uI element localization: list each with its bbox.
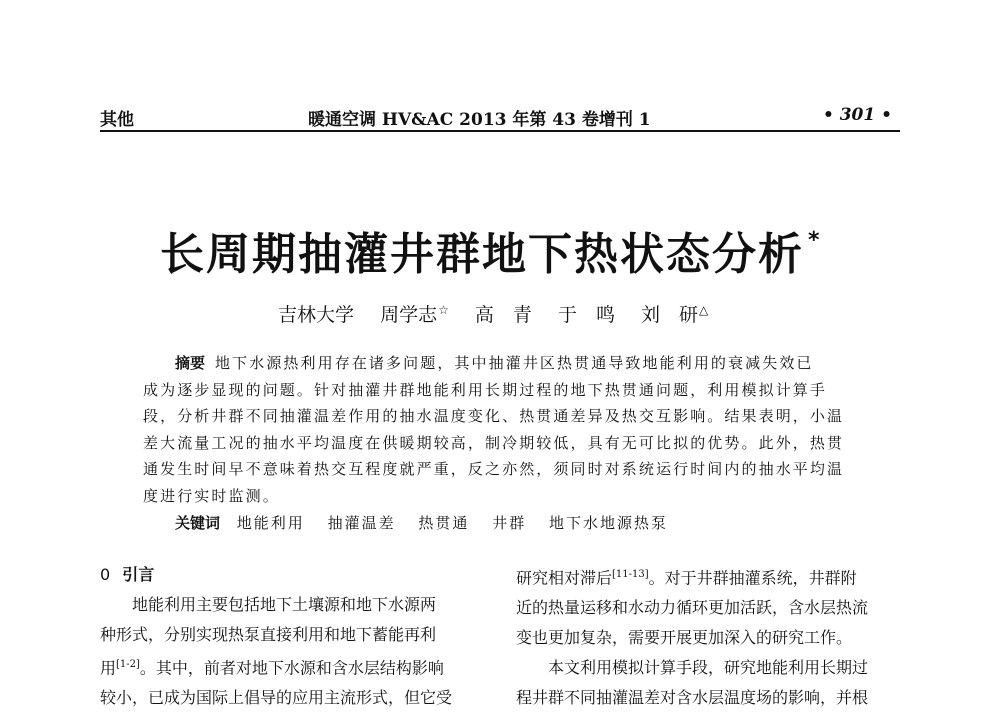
author-1-name: 周学志 <box>380 304 438 326</box>
body-line: 程井群不同抽灌温差对含水层温度场的影响，并根 <box>516 688 869 708</box>
author-3: 于 鸣 <box>557 304 615 326</box>
header-section-name: 其他 <box>100 110 134 130</box>
body-column-left <box>100 560 492 713</box>
body-text: 用 <box>100 658 117 678</box>
abstract-line: 段，分析井群不同抽灌温差作用的抽水温度变化、热贯通差异及热交互影响。结果表明，小温 <box>143 407 845 425</box>
abstract-line: 度进行实时监测。 <box>143 486 280 505</box>
author-2: 高 青 <box>474 304 532 326</box>
abstract-line: 成为逐步显现的问题。针对抽灌井群地能利用长期过程的地下热贯通问题，利用模拟计算手 <box>143 380 828 399</box>
abstract-line: 差大流量工况的抽水平均温度在供暖期较高，制冷期较低，具有无可比拟的优势。此外，热贯 <box>143 433 845 452</box>
paper-title-text: 长周期抽灌井群地下热状态分析 <box>160 229 804 280</box>
header-rule <box>100 130 900 132</box>
body-line: 种形式，分别实现热泵直接利用和地下蓄能再利 <box>100 625 437 644</box>
keyword: 井群 <box>492 514 527 532</box>
header-page-number: • 301 • <box>822 105 892 125</box>
body-line <box>516 560 904 593</box>
keyword: 地下水地源热泵 <box>548 514 668 532</box>
author-4-name: 刘 研 <box>641 304 699 326</box>
citation: [1-2] <box>116 659 140 670</box>
author-4 <box>641 304 708 326</box>
author-1-mark: ☆ <box>438 302 449 317</box>
body-line: 变也更加复杂，需要开展更加深入的研究工作。 <box>516 628 853 648</box>
title-footnote-mark: * <box>808 228 822 254</box>
paper-title <box>160 218 860 282</box>
abstract <box>143 350 861 509</box>
body-line: 地能利用主要包括地下土壤源和地下水源两 <box>132 595 437 614</box>
body-line: 较小，已成为国际上倡导的应用主流形式，但它受 <box>100 688 453 708</box>
body-line: 近的热量运移和水动力循环更加活跃，含水层热流 <box>516 598 869 618</box>
keyword: 热贯通 <box>418 514 470 532</box>
header-journal-info: 暖通空调 HV&AC 2013 年第 43 卷增刊 1 <box>308 110 651 130</box>
author-1 <box>380 304 449 326</box>
author-4-mark: △ <box>699 302 709 317</box>
body-column-right <box>516 560 904 713</box>
keywords <box>175 512 686 533</box>
abstract-line: 通发生时间早不意味着热交互程度就严重，反之亦然，须同时对系统运行时间内的抽水平均温 <box>143 460 845 478</box>
keywords-label: 关键词 <box>175 514 221 532</box>
affiliation: 吉林大学 <box>278 304 355 326</box>
abstract-line: 地下水源热利用存在诸多问题，其中抽灌井区热贯通导致地能利用的衰减失效已 <box>215 354 814 372</box>
body-text: 。其中，前者对地下水源和含水层结构影响 <box>139 658 444 678</box>
citation: [11-13] <box>612 569 649 580</box>
section-title: 引言 <box>122 565 155 584</box>
section-number: 0 <box>100 565 111 584</box>
body-text: 。对于井群抽灌系统，井群附 <box>648 568 857 588</box>
body-line <box>100 650 492 683</box>
body-line: 本文利用模拟计算手段，研究地能利用长期过 <box>548 658 869 678</box>
body-text: 研究相对滞后 <box>516 568 613 588</box>
section-heading <box>100 560 492 590</box>
keyword: 抽灌温差 <box>327 514 396 532</box>
running-header <box>100 105 900 133</box>
author-line <box>278 300 728 327</box>
abstract-label: 摘要 <box>175 354 206 372</box>
keyword: 地能利用 <box>236 514 305 532</box>
